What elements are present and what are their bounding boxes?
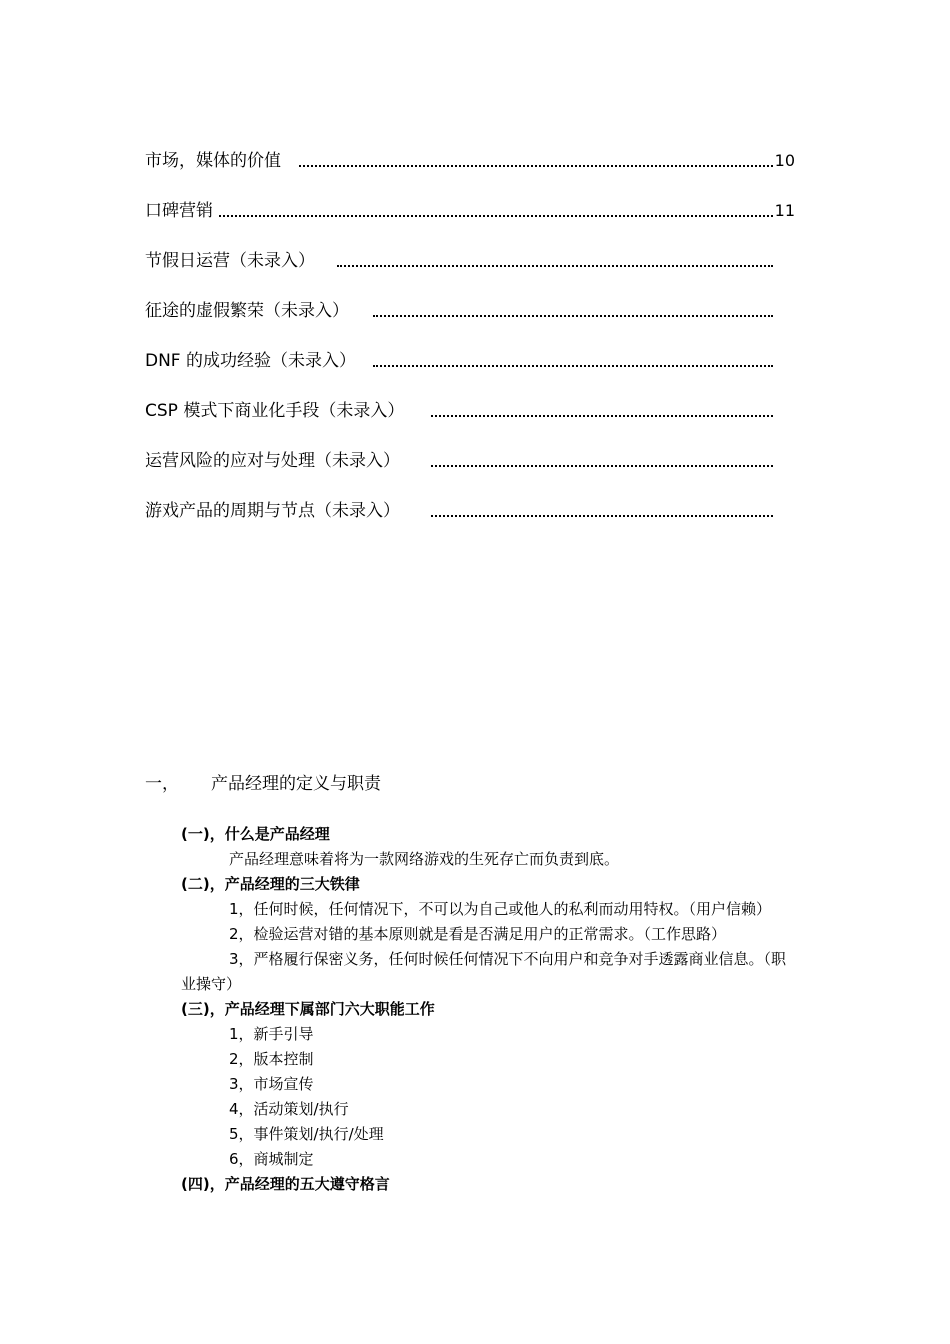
chapter-heading <box>145 771 381 797</box>
chapter-title: 产品经理的定义与职责 <box>211 774 381 794</box>
list-item: 2，版本控制 <box>229 1050 314 1068</box>
toc-dot-leader <box>431 465 773 467</box>
toc-entry-page: 11 <box>774 201 795 220</box>
section-paragraph: 产品经理意味着将为一款网络游戏的生死存亡而负责到底。 <box>229 850 620 868</box>
section-heading: (四)，产品经理的五大遵守格言 <box>181 1175 390 1193</box>
rule-item: 3，严格履行保密义务，任何时候任何情况下不向用户和竞争对手透露商业信息。（职业操守） <box>181 950 787 993</box>
toc-entry-title: 游戏产品的周期与节点（未录入） <box>145 498 402 524</box>
toc-entry[interactable] <box>145 248 795 298</box>
list-item: 1，新手引导 <box>229 1025 314 1043</box>
toc-entry[interactable] <box>145 198 795 248</box>
chapter-body <box>181 822 795 1197</box>
toc-entry-page: 10 <box>774 151 795 170</box>
toc-dot-leader <box>219 215 773 217</box>
toc-entry-title: 市场，媒体的价值 <box>145 148 283 174</box>
table-of-contents <box>145 148 795 548</box>
toc-entry-title: DNF 的成功经验（未录入） <box>145 348 358 374</box>
toc-entry[interactable] <box>145 348 795 398</box>
toc-dot-leader <box>431 415 773 417</box>
toc-entry-title: 节假日运营（未录入） <box>145 248 317 274</box>
toc-entry[interactable] <box>145 298 795 348</box>
toc-dot-leader <box>373 365 773 367</box>
toc-dot-leader <box>431 515 773 517</box>
rule-item: 2，检验运营对错的基本原则就是看是否满足用户的正常需求。（工作思路） <box>229 925 727 943</box>
list-item: 6，商城制定 <box>229 1150 314 1168</box>
toc-dot-leader <box>299 165 773 167</box>
toc-entry-title: 运营风险的应对与处理（未录入） <box>145 448 402 474</box>
chapter-number: 一， <box>145 774 179 794</box>
section-heading: (二)，产品经理的三大铁律 <box>181 875 360 893</box>
toc-entry-title: 征途的虚假繁荣（未录入） <box>145 298 351 324</box>
toc-entry-title: CSP 模式下商业化手段（未录入） <box>145 398 406 424</box>
rule-item: 1，任何时候，任何情况下，不可以为自己或他人的私利而动用特权。（用户信赖） <box>229 900 772 918</box>
toc-entry[interactable] <box>145 448 795 498</box>
section-heading: (三)，产品经理下属部门六大职能工作 <box>181 1000 435 1018</box>
list-item: 5，事件策划/执行/处理 <box>229 1125 384 1143</box>
toc-dot-leader <box>337 265 773 267</box>
toc-entry-title: 口碑营销 <box>145 198 215 224</box>
list-item: 4，活动策划/执行 <box>229 1100 349 1118</box>
toc-dot-leader <box>373 315 773 317</box>
toc-entry[interactable] <box>145 498 795 548</box>
toc-entry[interactable] <box>145 398 795 448</box>
toc-entry[interactable] <box>145 148 795 198</box>
section-heading: (一)，什么是产品经理 <box>181 825 330 843</box>
list-item: 3，市场宣传 <box>229 1075 314 1093</box>
